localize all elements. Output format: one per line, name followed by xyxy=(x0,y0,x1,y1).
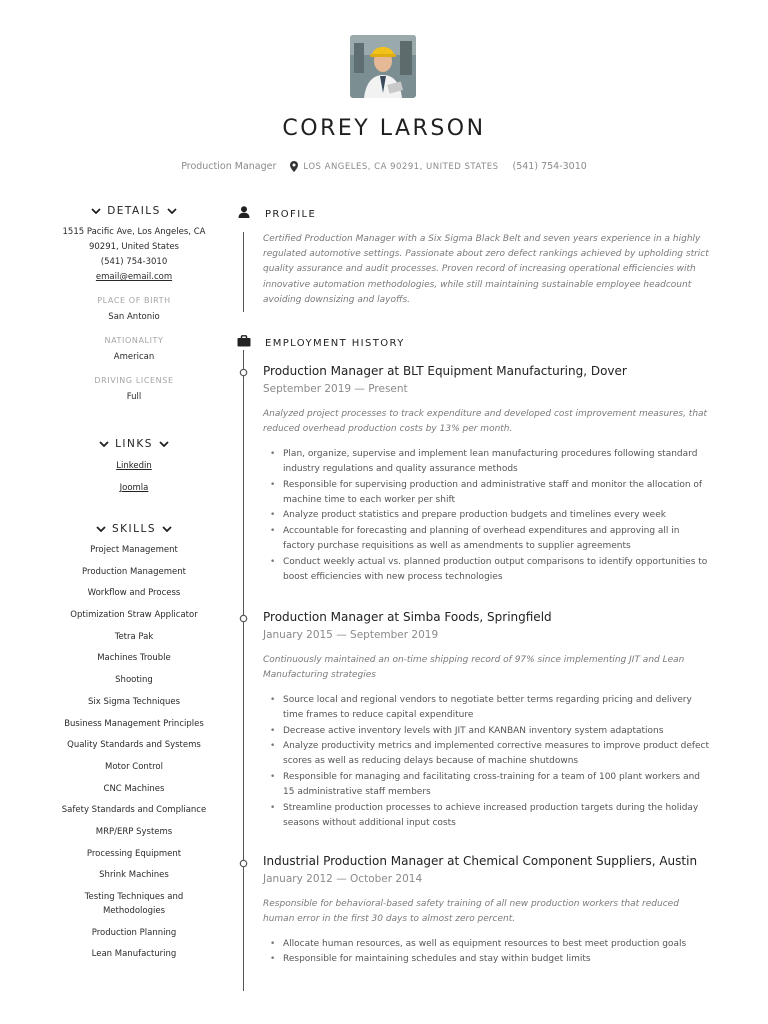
skill-item: Production Planning xyxy=(91,927,177,938)
job-summary: Continuously maintained an on-time shipping record of 97% since implementing JIT and Lean Manufacturing strategies xyxy=(263,655,685,681)
job-bullet: • Allocate human resources, as well as equipment resources to best meet production goals xyxy=(263,937,713,952)
job-bullet: • Responsible for managing and facilitating cross-training for a team of 100 plant workers and 15 administrative staff members xyxy=(263,770,713,801)
job-bullets xyxy=(263,693,713,832)
header-location: LOS ANGELES, CA 90291, UNITED STATES xyxy=(303,161,499,172)
user-icon xyxy=(237,206,251,218)
employment-heading: EMPLOYMENT HISTORY xyxy=(265,338,405,349)
nationality-value: American xyxy=(113,352,155,362)
left-column xyxy=(54,205,214,961)
timeline-dot-icon xyxy=(239,859,248,868)
job-summary: Responsible for behavioral-based safety training of all new production workers that reduced human error in the first 30 days to almost zero percent. xyxy=(263,899,679,925)
briefcase-icon xyxy=(237,335,251,347)
chevron-down-icon xyxy=(99,441,109,447)
job-entry xyxy=(263,609,713,831)
job-dates: September 2019 — Present xyxy=(263,383,408,395)
skill-item: Six Sigma Techniques xyxy=(87,696,181,707)
skills-heading xyxy=(54,523,214,535)
job-title: Production Manager at BLT Equipment Manufacturing, Dover xyxy=(263,364,627,378)
job-bullet: • Conduct weekly actual vs. planned production output comparisons to identify opportunities to boost efficiencies with new process technologies xyxy=(263,555,713,586)
job-entry xyxy=(263,853,713,968)
driving-license-value: Full xyxy=(126,392,142,402)
chevron-down-icon xyxy=(167,208,177,214)
job-dates: January 2015 — September 2019 xyxy=(263,629,439,641)
job-title: Production Manager at Simba Foods, Springfield xyxy=(263,610,552,624)
skill-item: Production Management xyxy=(82,566,186,577)
details-heading-label: DETAILS xyxy=(107,205,161,217)
employment-timeline-line xyxy=(243,350,244,991)
skill-item: Workflow and Process xyxy=(87,588,181,599)
job-bullet: • Responsible for maintaining schedules and stay within budget limits xyxy=(263,952,713,967)
job-bullet: • Analyze productivity metrics and implemented corrective measures to improve product defect scores as well as reducing delays because of machine shutdowns xyxy=(263,739,713,770)
skill-item: Testing Techniques and Methodologies xyxy=(84,892,184,916)
profile-heading: PROFILE xyxy=(265,209,317,220)
header-job-title: Production Manager xyxy=(181,161,277,172)
skill-item: CNC Machines xyxy=(103,783,165,794)
address-line-1: 1515 Pacific Ave, Los Angeles, CA xyxy=(62,227,206,237)
skill-item: Shooting xyxy=(115,675,153,686)
profile-timeline-line xyxy=(243,232,244,312)
address-line-2: 90291, United States xyxy=(88,242,179,252)
link-joomla[interactable]: Joomla xyxy=(119,483,149,493)
job-bullet: • Analyze product statistics and prepare production budgets and timelines every week xyxy=(263,508,713,523)
job-dates: January 2012 — October 2014 xyxy=(263,873,423,885)
chevron-down-icon xyxy=(159,441,169,447)
profile-summary: Certified Production Manager with a Six Sigma Black Belt and seven years experience in a highly regulated automotive settings. Passionate about zero defect rankings achieved by upholding strict quality assurance and audit processes. Proven record of increasing operational efficiencies with innovative automation methodologies, while still maintaining sustainable employee headcount avoiding downsizing and layoffs. xyxy=(263,234,709,305)
job-bullet: • Source local and regional vendors to negotiate better terms regarding pricing and delivery time frames to reduce capital expenditure xyxy=(263,693,713,724)
candidate-name: COREY LARSON xyxy=(282,116,486,141)
profile-photo xyxy=(350,35,416,98)
job-bullet: • Accountable for forecasting and planning of overhead expenditures and approving all in factory purchase requisitions as well as amendments to supplier agreements xyxy=(263,524,713,555)
chevron-down-icon xyxy=(162,526,172,532)
link-linkedin[interactable]: Linkedin xyxy=(116,461,152,471)
skill-item: Lean Manufacturing xyxy=(91,949,177,960)
job-bullet: • Decrease active inventory levels with JIT and KANBAN inventory system adaptations xyxy=(263,724,713,739)
email-link[interactable]: email@email.com xyxy=(95,272,173,282)
skill-item: Machines Trouble xyxy=(97,653,171,664)
job-bullet: • Plan, organize, supervise and implement lean manufacturing procedures following standard industry regulations and quality assurance methods xyxy=(263,447,713,478)
skill-item: Business Management Principles xyxy=(64,718,204,729)
skill-item: MRP/ERP Systems xyxy=(95,826,173,837)
job-summary: Analyzed project processes to track expenditure and developed cost improvement measures, that reduced overhead production costs by 13% per month. xyxy=(263,409,708,435)
skill-item: Tetra Pak xyxy=(114,631,154,642)
job-bullet: • Responsible for supervising production and administrative staff and monitor the allocation of machine time to each worker per shift xyxy=(263,478,713,509)
timeline-dot-icon xyxy=(239,368,248,377)
job-title: Industrial Production Manager at Chemical Component Suppliers, Austin xyxy=(263,854,698,868)
header-subline xyxy=(0,161,768,172)
job-bullet: • Streamline production processes to achieve increased production targets during the holiday seasons without additional input costs xyxy=(263,801,713,832)
nationality-label: NATIONALITY xyxy=(104,336,164,345)
details-heading xyxy=(54,205,214,217)
skill-item: Motor Control xyxy=(105,761,163,772)
job-entry xyxy=(263,363,713,585)
location-pin-icon xyxy=(290,161,298,172)
place-of-birth-value: San Antonio xyxy=(108,312,160,322)
job-bullets xyxy=(263,937,713,968)
header-phone: (541) 754-3010 xyxy=(512,161,587,172)
job-bullets xyxy=(263,447,713,586)
skill-item: Optimization Straw Applicator xyxy=(70,610,198,621)
details-phone: (541) 754-3010 xyxy=(100,257,168,267)
skills-heading-label: SKILLS xyxy=(111,523,156,535)
skill-item: Quality Standards and Systems xyxy=(67,740,201,751)
links-heading-label: LINKS xyxy=(115,438,153,450)
links-heading xyxy=(54,438,214,450)
skill-item: Shrink Machines xyxy=(99,870,169,881)
chevron-down-icon xyxy=(91,208,101,214)
timeline-dot-icon xyxy=(239,614,248,623)
chevron-down-icon xyxy=(96,526,106,532)
skill-item: Processing Equipment xyxy=(86,848,182,859)
driving-license-label: DRIVING LICENSE xyxy=(94,376,174,385)
skill-item: Safety Standards and Compliance xyxy=(61,805,207,816)
skill-item: Project Management xyxy=(90,545,178,555)
place-of-birth-label: PLACE OF BIRTH xyxy=(97,296,171,305)
